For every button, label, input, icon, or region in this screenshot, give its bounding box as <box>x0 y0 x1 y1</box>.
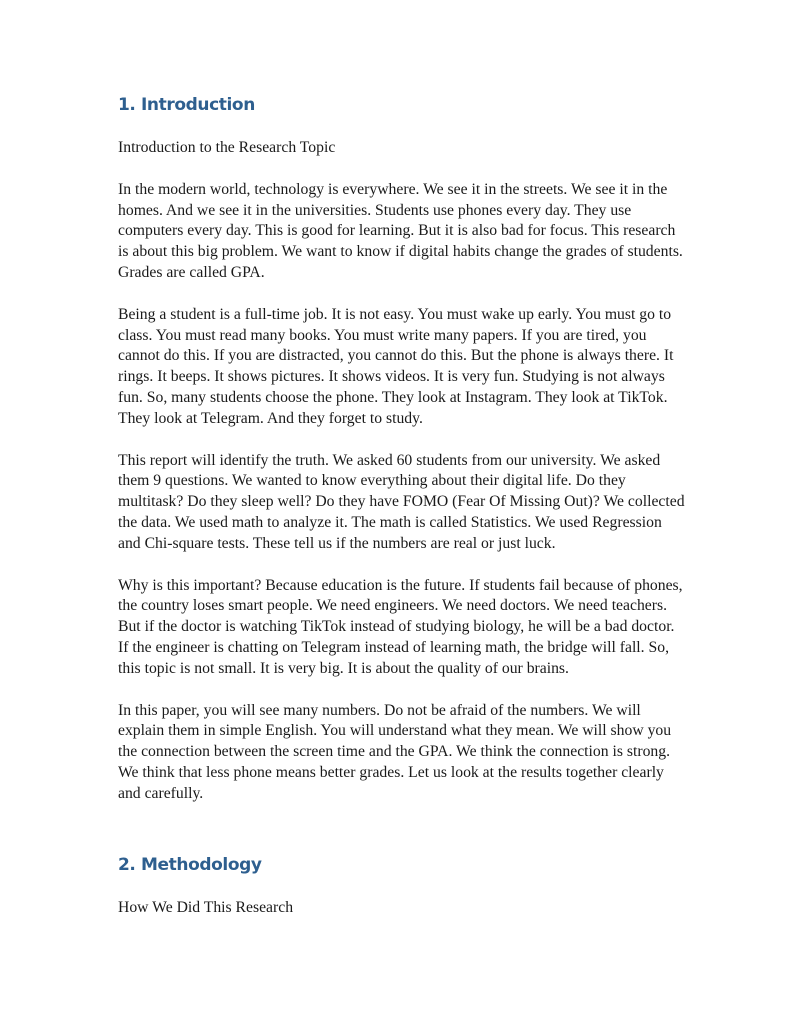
section-subheading-methodology: How We Did This Research <box>118 898 294 916</box>
paragraph-student-life: Being a student is a full-time job. It is not easy. You must wake up early. You must go to class. You must read many books. You must write many papers. If you are tired, you cannot do this. If you are distracted, you cannot do this. But the phone is always there. It rings. It beeps. It shows pictures. It shows videos. It is very fun. Studying is not always fun. So, many students choose the phone. They look at Instagram. They look at TikTok. They look at Telegram. And they forget to study. <box>118 305 674 427</box>
paragraph-report-method: This report will identify the truth. We asked 60 students from our university. We asked them 9 questions. We wanted to know everything about their digital life. Do they multitask? Do they sleep well? Do they have FOMO (Fear Of Missing Out)? We collected the data. We used math to analyze it. The math is called Statistics. We used Regression and Chi-square tests. These tell us if the numbers are real or just luck. <box>118 451 685 552</box>
section-heading-introduction: 1. Introduction <box>118 95 255 115</box>
page-content <box>118 93 688 918</box>
paragraph-numbers-explained: In this paper, you will see many numbers. Do not be afraid of the numbers. We will explain them in simple English. You will understand what they mean. We will show you the connection between the screen time and the GPA. We think the connection is strong. We think that less phone means better grades. Let us look at the results together clearly and carefully. <box>118 701 672 802</box>
paragraph-technology-everywhere: In the modern world, technology is everywhere. We see it in the streets. We see it in the homes. And we see it in the universities. Students use phones every day. They use computers every day. This is good for learning. But it is also bad for focus. This research is about this big problem. We want to know if digital habits change the grades of students. Grades are called GPA. <box>118 180 683 281</box>
section-subheading-introduction: Introduction to the Research Topic <box>118 139 336 156</box>
paragraph-importance: Why is this important? Because education is the future. If students fail because of phones, the country loses smart people. We need engineers. We need doctors. We need teachers. But if the doctor is watching TikTok instead of studying biology, he will be a bad doctor. If the engineer is chatting on Telegram instead of learning math, the bridge will fall. So, this topic is not small. It is very big. It is about the quality of our brains. <box>118 576 683 677</box>
section-heading-methodology: 2. Methodology <box>118 854 262 875</box>
